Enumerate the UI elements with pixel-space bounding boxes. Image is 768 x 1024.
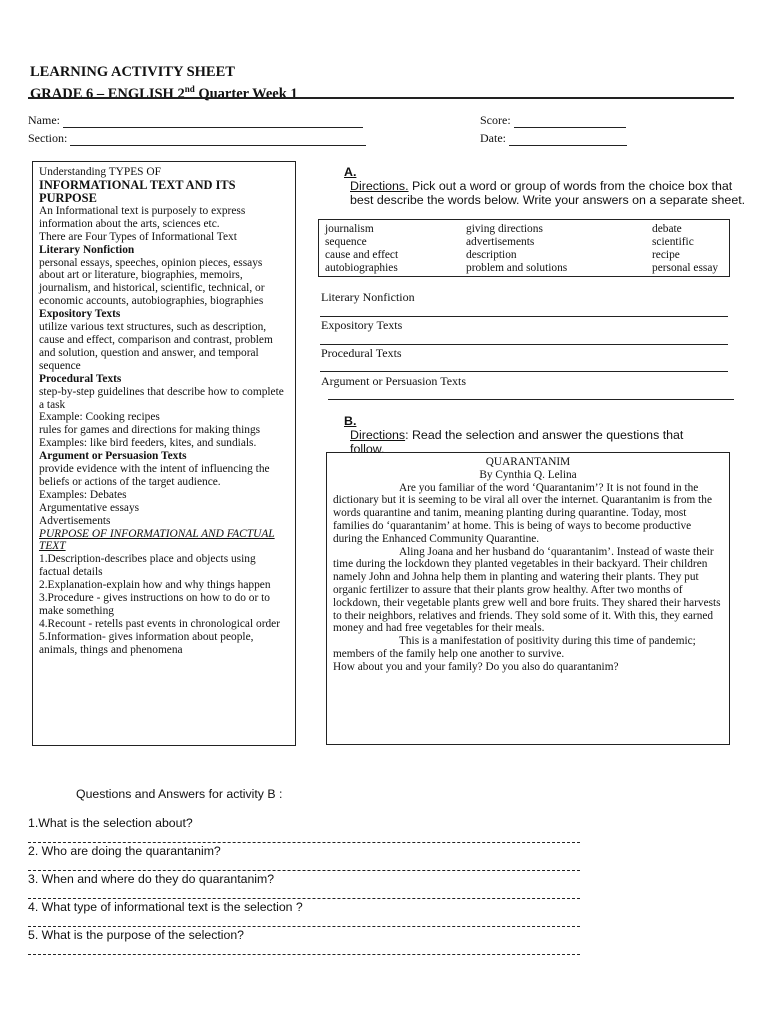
date-input-line[interactable] xyxy=(509,134,627,146)
literary-text: personal essays, speeches, opinion pieces, essays about art or literature, biographies, memoirs, journalism, and historical, scientific, technical, or economic accounts, autobiographies, biographies xyxy=(39,256,265,308)
question-item: 4. What type of informational text is the selection ? xyxy=(28,900,303,914)
choice-item: scientific xyxy=(652,236,694,248)
score-field[interactable] xyxy=(480,113,626,128)
four-types-text: There are Four Types of Informational Text xyxy=(39,230,237,243)
procedural-examples: Examples: like bird feeders, kites, and sundials. xyxy=(39,437,257,450)
argument-example-1: Examples: Debates xyxy=(39,488,127,501)
choice-item: autobiographies xyxy=(325,262,398,274)
activity-b-directions xyxy=(344,414,734,456)
purpose-item: 4.Recount - retells past events in chronological order xyxy=(39,617,281,630)
argument-example-2: Argumentative essays xyxy=(39,501,140,514)
score-input-line[interactable] xyxy=(514,116,626,128)
answer-line[interactable] xyxy=(28,842,580,843)
name-input-line[interactable] xyxy=(63,116,363,128)
section-label: Section: xyxy=(28,131,68,145)
choice-row xyxy=(319,249,729,262)
answer-line[interactable] xyxy=(320,344,728,345)
question-item: 2. Who are doing the quarantanim? xyxy=(28,844,221,858)
activity-b-label: B. xyxy=(344,414,357,428)
choice-row xyxy=(319,236,729,249)
choice-row xyxy=(319,262,729,275)
story-author: By Cynthia Q. Lelina xyxy=(479,468,577,481)
choice-table xyxy=(319,223,729,275)
purpose-item: 3.Procedure - gives instructions on how to do or to make something xyxy=(39,592,270,617)
info-heading: INFORMATIONAL TEXT AND ITS PURPOSE xyxy=(39,177,236,205)
purpose-title: PURPOSE OF INFORMATIONAL AND FACTUAL TEXT xyxy=(39,527,275,553)
expository-text: utilize various text structures, such as description, cause and effect, comparison and contrast, problem and solution, question and answer, and temporal sequence xyxy=(39,321,273,372)
question-item: 1.What is the selection about? xyxy=(28,816,193,830)
choice-item: journalism xyxy=(325,223,374,235)
purpose-item: 1.Description-describes place and objects using factual details xyxy=(39,553,256,579)
argument-title: Argument or Persuasion Texts xyxy=(39,450,187,463)
answer-line[interactable] xyxy=(320,371,728,372)
question-item: 5. What is the purpose of the selection? xyxy=(28,928,245,942)
answer-line[interactable] xyxy=(28,954,580,955)
argument-text: provide evidence with the intent of influencing the beliefs or actions of the target audience. xyxy=(39,463,270,488)
story-paragraph: Aling Joana and her husband do ‘quarantanim’. Instead of waste their time during the lockdown they planted vegetables in their backyard. Their children namely John and Johna help them in planting and watering their plants. They put organic fertilizer to assure that their plants grow healthy. After two months of lockdown, their vegetable plants grew well and bore fruits. They shared their harvests to their neighbors, relatives and friends. They sold some of it. With this, they earned money and had free vegetables for their meals. xyxy=(333,545,721,635)
purpose-item: 5.Information- gives information about people, animals, things and phenomena xyxy=(39,630,254,656)
activity-a-directions xyxy=(344,165,746,207)
choice-item: recipe xyxy=(652,249,680,261)
category-expository: Expository Texts xyxy=(321,318,403,332)
choice-box xyxy=(318,219,730,277)
grade-line-suffix: Quarter Week 1 xyxy=(194,85,298,102)
choice-item: cause and effect xyxy=(325,249,399,261)
choice-item: problem and solutions xyxy=(466,262,568,274)
answer-line[interactable] xyxy=(28,870,580,871)
choice-item: advertisements xyxy=(466,236,535,248)
grade-sup: nd xyxy=(184,84,195,94)
score-label: Score: xyxy=(480,113,511,127)
answer-line[interactable] xyxy=(328,399,734,400)
procedural-rules: rules for games and directions for making things xyxy=(39,424,261,437)
questions-heading: Questions and Answers for activity B : xyxy=(76,787,283,801)
answer-line[interactable] xyxy=(320,316,728,317)
answer-line[interactable] xyxy=(28,926,580,927)
category-argument: Argument or Persuasion Texts xyxy=(321,374,467,388)
sheet-title: LEARNING ACTIVITY SHEET xyxy=(30,64,235,80)
literary-title: Literary Nonfiction xyxy=(39,243,135,256)
purpose-item: 2.Explanation-explain how and why things happen xyxy=(39,579,271,592)
activity-a-directions-word: Directions. xyxy=(350,179,409,193)
choice-item: giving directions xyxy=(466,223,543,235)
category-literary: Literary Nonfiction xyxy=(321,290,415,304)
argument-example-3: Advertisements xyxy=(39,514,111,527)
header-rule xyxy=(28,97,734,99)
question-item: 3. When and where do they do quarantanim? xyxy=(28,872,275,886)
definition-text: An Informational text is purposely to express information about the arts, sciences etc. xyxy=(39,204,246,230)
section-input-line[interactable] xyxy=(70,134,366,146)
procedural-example: Example: Cooking recipes xyxy=(39,411,160,424)
activity-b-directions-text: : Read the selection and answer the questions that follow. xyxy=(350,428,684,456)
date-field[interactable] xyxy=(480,131,627,146)
activity-a-label: A. xyxy=(344,165,357,179)
intro-text: Understanding TYPES OF xyxy=(39,166,161,178)
choice-item: sequence xyxy=(325,236,367,248)
choice-item: personal essay xyxy=(652,262,719,274)
activity-a-directions-text: Pick out a word or group of words from the choice box that best describe the words below. Write your answers on a separate sheet. xyxy=(350,179,746,207)
category-procedural: Procedural Texts xyxy=(321,346,402,360)
story-title: QUARANTANIM xyxy=(485,456,571,468)
story-paragraph: How about you and your family? Do you also do quarantanim? xyxy=(333,660,619,673)
choice-item: debate xyxy=(652,223,682,235)
grade-line-prefix: GRADE 6 – ENGLISH 2 xyxy=(30,85,185,102)
procedural-title: Procedural Texts xyxy=(39,372,122,385)
choice-item: description xyxy=(466,249,517,261)
name-label: Name: xyxy=(28,113,60,127)
activity-b-directions-word: Directions xyxy=(350,428,406,442)
date-label: Date: xyxy=(480,131,506,145)
choice-row xyxy=(319,223,729,236)
story-paragraph: Are you familiar of the word ‘Quarantanim’? It is not found in the dictionary but it is seeming to be viral all over the internet. Quarantanim is from the words quarantine and tanim, meaning planting during quarantine. Today, most families do ‘quarantanim’ at home. This is being of ways to become productive during the Enhanced Community Quarantine. xyxy=(333,481,712,545)
answer-line[interactable] xyxy=(28,898,580,899)
selection-box xyxy=(326,452,730,745)
story-paragraph: This is a manifestation of positivity during this time of pandemic; members of the family help one another to survive. xyxy=(333,635,696,660)
info-text-box xyxy=(32,161,296,746)
name-field[interactable] xyxy=(28,113,363,128)
section-field[interactable] xyxy=(28,131,366,146)
expository-title: Expository Texts xyxy=(39,308,121,321)
procedural-text: step-by-step guidelines that describe how to complete a task xyxy=(39,385,284,411)
